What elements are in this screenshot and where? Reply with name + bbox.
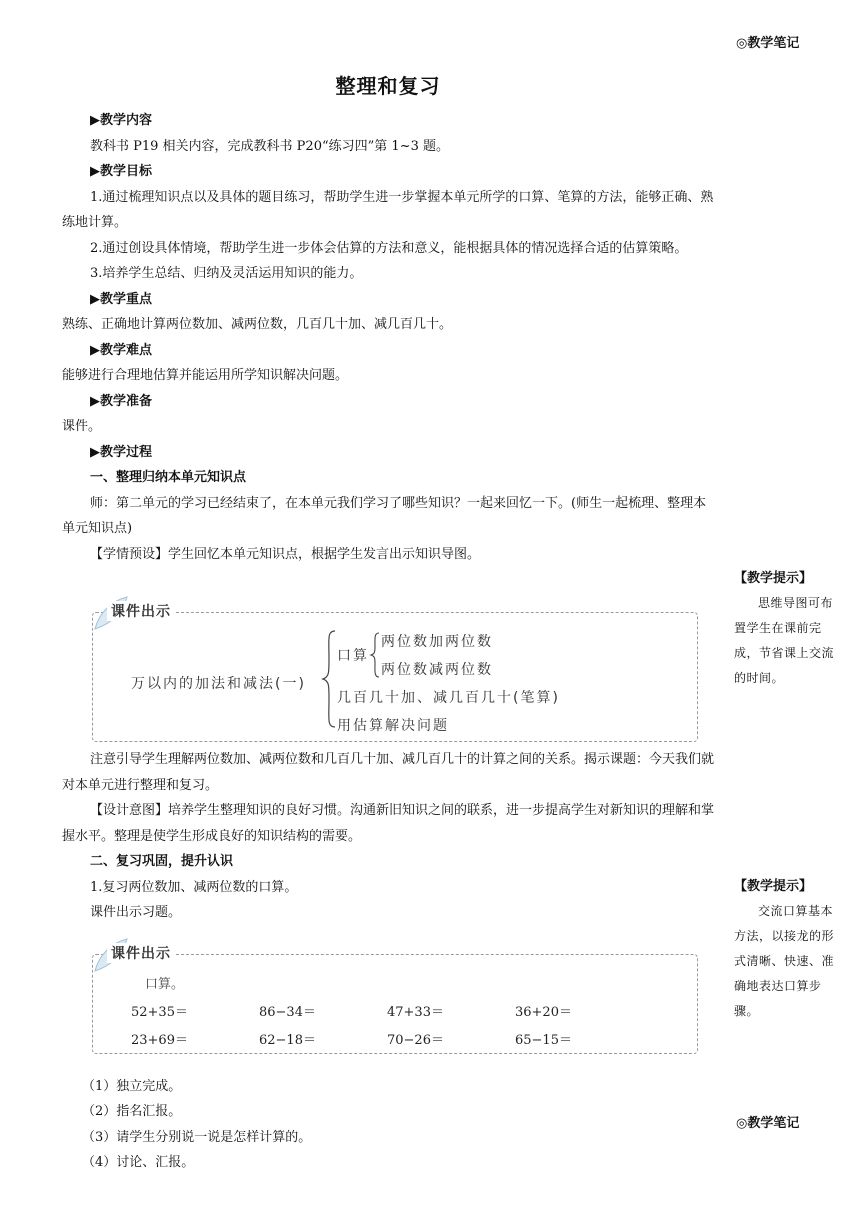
notes-label-top: ◎教学笔记 — [736, 36, 800, 51]
part2-show: 课件出示习题。 — [90, 905, 182, 920]
prep-text: 课件。 — [62, 419, 102, 434]
mindmap-estimate: 用估算解决问题 — [337, 718, 449, 734]
process-heading: ▶教学过程 — [90, 444, 152, 460]
exercise-item: 52+35＝ — [131, 1005, 188, 1020]
goal-1: 1.通过梳理知识点以及具体的题目练习，帮助学生进一步掌握本单元所学的口算、笔算的方法，能够正确、熟练地计算。 — [62, 189, 714, 230]
exercise-item: 70−26＝ — [387, 1033, 444, 1048]
content-heading: ▶教学内容 — [90, 113, 152, 128]
exercise-item: 23+69＝ — [131, 1033, 188, 1048]
tip-title: 【教学提示】 — [734, 879, 813, 894]
goal-3: 3.培养学生总结、归纳及灵活运用知识的能力。 — [90, 266, 363, 281]
mindmap-root: 万以内的加法和减法(一) — [131, 676, 306, 692]
mindmap-oral: 口算 — [337, 648, 369, 664]
key-text: 熟练、正确地计算两位数加、减两位数，几百几十加、减几百几十。 — [62, 317, 453, 332]
difficulty-heading: ▶教学难点 — [90, 342, 152, 358]
part1-after: 注意引导学生理解两位数加、减两位数和几百几十加、减几百几十的计算之间的关系。揭示课题：今天我们就对本单元进行整理和复习。 — [62, 752, 715, 793]
step-1: （1）独立完成。 — [82, 1078, 182, 1094]
step-3: （3）请学生分别说一说是怎样计算的。 — [82, 1129, 312, 1145]
goal-2: 2.通过创设具体情境，帮助学生进一步体会估算的方法和意义，能根据具体的情况选择合适的估算策略。 — [90, 240, 688, 256]
part2-item1: 1.复习两位数加、减两位数的口算。 — [90, 879, 298, 895]
tip-body: 思维导图可布置学生在课前完成，节省课上交流的时间。 — [734, 596, 835, 685]
step-2: （2）指名汇报。 — [82, 1104, 182, 1119]
key-heading: ▶教学重点 — [90, 291, 152, 307]
part1-design: 【设计意图】培养学生整理知识的良好习惯。沟通新旧知识之间的联系，进一步提高学生对新知识的理解和掌握水平。整理是使学生形成良好的知识结构的需要。 — [62, 803, 715, 844]
tip-body: 交流口算基本方法，以接龙的形式清晰、快速、准确地表达口算步骤。 — [734, 904, 835, 1018]
exercise-item: 47+33＝ — [387, 1005, 444, 1020]
mindmap-oral-1: 两位数加两位数 — [381, 634, 493, 650]
content-text: 教科书 P19 相关内容，完成教科书 P20“练习四”第 1~3 题。 — [90, 138, 449, 154]
exercise-item: 36+20＝ — [515, 1005, 572, 1020]
part1-heading: 一、整理归纳本单元知识点 — [90, 470, 247, 485]
exercise-item: 86−34＝ — [259, 1005, 316, 1020]
tip-title: 【教学提示】 — [734, 571, 813, 586]
exercise-item: 62−18＝ — [259, 1033, 316, 1048]
side-tip-2 — [734, 874, 838, 1024]
part1-text: 师：第二单元的学习已经结束了，在本单元我们学习了哪些知识？一起来回忆一下。(师生一起梳理、整理本单元知识点) — [62, 495, 707, 536]
prep-heading: ▶教学准备 — [90, 393, 152, 409]
exercise-box-label: 课件出示 — [107, 943, 175, 963]
page-title: 整理和复习 — [335, 74, 441, 98]
goal-heading: ▶教学目标 — [90, 164, 152, 179]
step-4: （4）讨论、汇报。 — [82, 1155, 195, 1170]
mindmap-brace-main — [321, 629, 339, 729]
mindmap-written: 几百几十加、减几百几十(笔算) — [337, 690, 560, 706]
exercise-label: 口算。 — [145, 977, 185, 992]
mindmap-oral-2: 两位数减两位数 — [381, 662, 493, 678]
exercise-item: 65−15＝ — [515, 1033, 572, 1048]
mindmap-brace-oral — [369, 631, 381, 679]
part1-preset: 【学情预设】学生回忆本单元知识点，根据学生发言出示知识导图。 — [90, 546, 481, 562]
mindmap-box — [92, 604, 698, 742]
mindmap-box-label: 课件出示 — [107, 601, 175, 621]
exercise-box — [92, 946, 698, 1054]
part2-heading: 二、复习巩固，提升认识 — [90, 854, 234, 869]
difficulty-text: 能够进行合理地估算并能运用所学知识解决问题。 — [62, 368, 349, 383]
side-tip-1 — [734, 566, 838, 691]
notes-label-bottom: ◎教学笔记 — [736, 1116, 800, 1131]
